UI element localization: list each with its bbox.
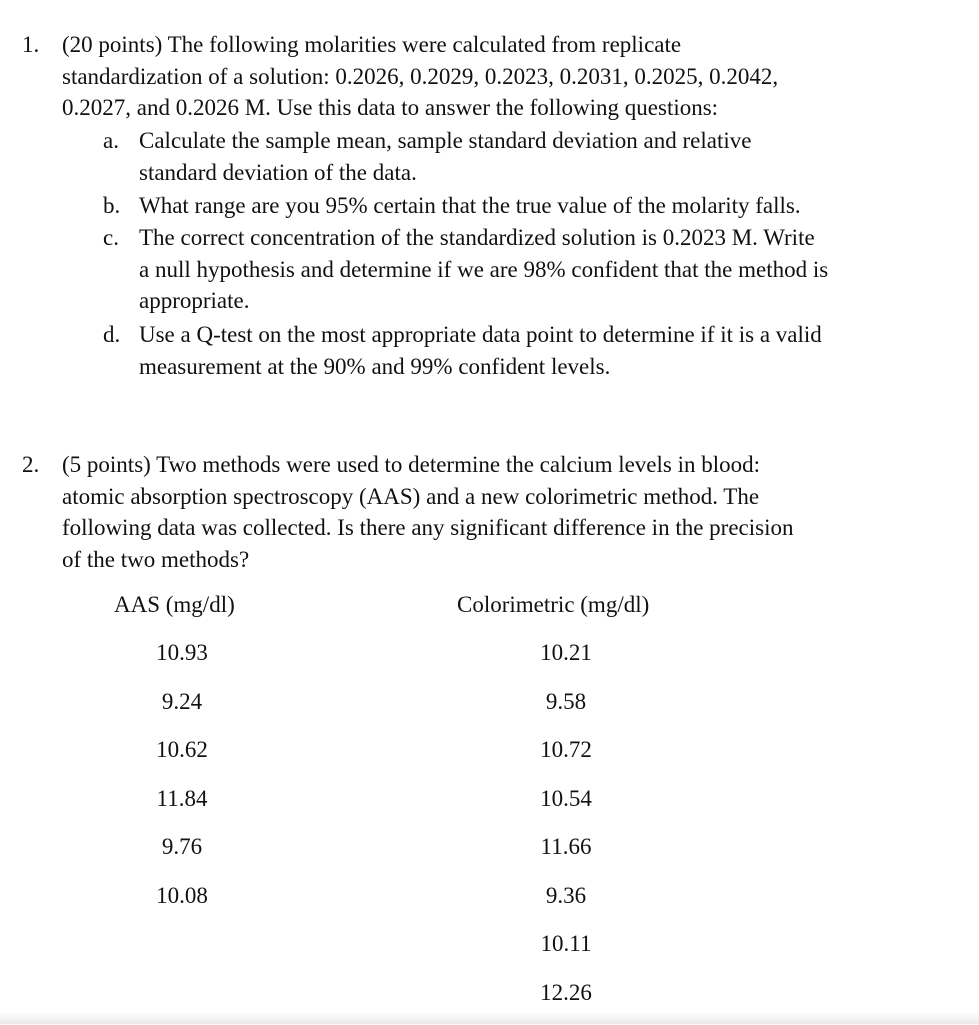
colorimetric-value: 10.72	[516, 734, 616, 783]
colorimetric-value: 10.54	[516, 783, 616, 832]
question-1-text: (20 points) The following molarities were calculated from replicate standardization of a solution: 0.2026, 0.2029, 0.2023, 0.2031, 0.2025, 0.2042, 0.2027, and 0.2026 M. Use this data to answer the following questions:	[62, 29, 962, 124]
colorimetric-value: 12.26	[516, 977, 616, 1025]
bottom-edge-shadow	[0, 1012, 979, 1024]
question-1-part-d-text: Use a Q-test on the most appropriate data point to determine if it is a valid measurement at the 90% and 99% confident levels.	[139, 319, 959, 382]
aas-value: 10.93	[132, 637, 232, 686]
aas-value: 11.84	[132, 783, 232, 832]
question-1-part-d-letter: d.	[103, 319, 120, 351]
colorimetric-value: 9.36	[516, 880, 616, 929]
colorimetric-column-header: Colorimetric (mg/dl)	[457, 589, 649, 620]
question-1-part-c-text: The correct concentration of the standardized solution is 0.2023 M. Write a null hypothesis and determine if we are 98% confident that the method is appropriate.	[139, 222, 959, 317]
aas-value: 10.08	[132, 880, 232, 929]
colorimetric-values-list	[516, 637, 616, 1025]
question-1-part-b-letter: b.	[103, 190, 120, 222]
aas-value: 10.62	[132, 734, 232, 783]
aas-value: 9.24	[132, 686, 232, 735]
question-1-part-b-text: What range are you 95% certain that the true value of the molarity falls.	[139, 190, 959, 222]
question-1-part-a-text: Calculate the sample mean, sample standard deviation and relative standard deviation of the data.	[139, 125, 959, 188]
aas-column-header: AAS (mg/dl)	[114, 589, 235, 620]
colorimetric-value: 10.11	[516, 928, 616, 977]
colorimetric-value: 9.58	[516, 686, 616, 735]
question-1-part-c-letter: c.	[103, 222, 119, 254]
question-2-text: (5 points) Two methods were used to determine the calcium levels in blood: atomic absorption spectroscopy (AAS) and a new colorimetric method. The following data was collected. Is there any significant difference in the precision of the two methods?	[62, 449, 962, 575]
colorimetric-value: 10.21	[516, 637, 616, 686]
aas-values-list	[132, 637, 232, 928]
colorimetric-value: 11.66	[516, 831, 616, 880]
question-2-number: 2.	[22, 449, 39, 480]
aas-value: 9.76	[132, 831, 232, 880]
question-1-part-a-letter: a.	[103, 125, 119, 157]
question-1-number: 1.	[22, 29, 39, 60]
